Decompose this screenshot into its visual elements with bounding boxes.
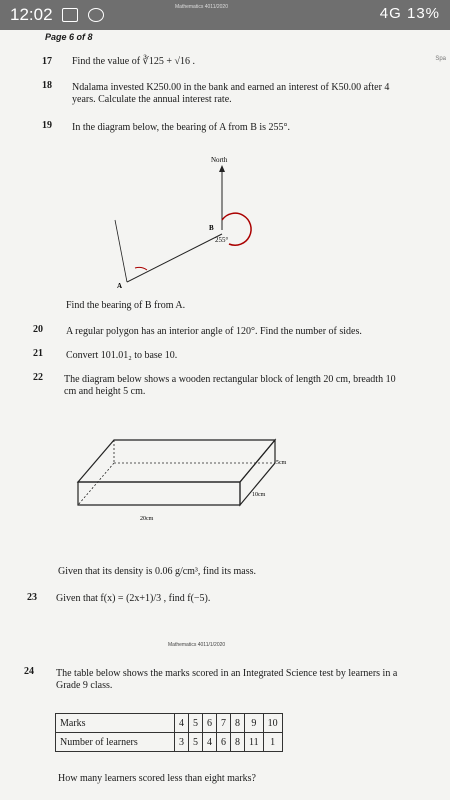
status-signal-battery: 4G 13% [379,5,440,22]
question-17: Find the value of ∛125 + √16 . [72,56,196,67]
question-number: 23 [27,592,37,603]
point-b-label: B [209,224,214,232]
table-row [56,733,283,752]
question-24-part: How many learners scored less than eight marks? [58,773,256,784]
question-number: 24 [24,666,34,677]
table-cell: 8 [231,733,245,752]
bearing-diagram [95,150,275,300]
question-18: Ndalama invested K250.00 in the bank and earned an interest of K50.00 after 4 years. Calculate the annual interest rate. [72,82,390,105]
angle-label: 255° [215,236,229,244]
page-label: Page 6 of 8 [45,32,93,42]
side-note: Spa [435,56,446,62]
question-23: Given that f(x) = (2x+1)/3 , find f(−5). [56,593,211,604]
table-cell: 5 [189,733,203,752]
height-label: 5cm [276,460,287,466]
status-bar [0,0,450,30]
question-22-part: Given that its density is 0.06 g/cm³, find its mass. [58,566,256,577]
status-time: 12:02 [10,5,53,24]
cuboid-diagram [70,430,300,530]
table-cell: 4 [175,714,189,733]
table-cell: 4 [203,733,217,752]
image-icon [62,8,78,22]
sync-icon [88,8,104,22]
question-19-part: Find the bearing of B from A. [66,300,186,311]
table-row-header: Marks [56,714,175,733]
question-number: 21 [33,348,43,359]
question-21: Convert 101.01₂ to base 10. [66,350,178,361]
breadth-label: 10cm [252,492,266,498]
question-22: The diagram below shows a wooden rectangular block of length 20 cm, breadth 10 cm and height 5 cm. [64,374,396,397]
table-cell: 7 [217,714,231,733]
question-number: 20 [33,324,43,335]
question-20: A regular polygon has an interior angle of 120°. Find the number of sides. [66,326,362,337]
table-cell: 8 [231,714,245,733]
table-cell: 5 [189,714,203,733]
table-cell: 9 [245,714,264,733]
table-cell: 6 [203,714,217,733]
table-cell: 11 [245,733,264,752]
marks-table [55,713,283,752]
table-cell: 1 [263,733,282,752]
question-number: 18 [42,80,52,91]
point-a-label: A [117,282,123,290]
question-number: 19 [42,120,52,131]
table-cell: 10 [263,714,282,733]
question-number: 22 [33,372,43,383]
status-header: Mathematics 4011/2020 [175,4,228,10]
table-cell: 6 [217,733,231,752]
question-number: 17 [42,56,52,67]
question-19: In the diagram below, the bearing of A from B is 255°. [72,122,291,133]
page-footer: Mathematics 4011/1/2020 [168,642,226,648]
table-cell: 3 [175,733,189,752]
length-label: 20cm [140,516,154,522]
table-row-header: Number of learners [56,733,175,752]
question-24: The table below shows the marks scored in an Integrated Science test by learners in a Grade 9 class. [56,668,398,691]
north-label: North [211,156,228,164]
table-row [56,714,283,733]
